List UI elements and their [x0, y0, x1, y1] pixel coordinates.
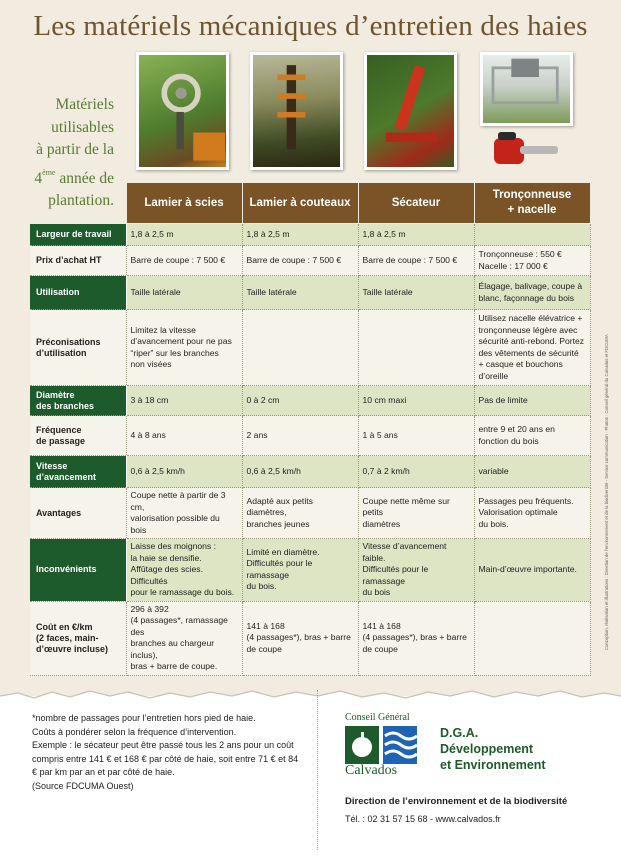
table-cell: 3 à 18 cm	[126, 386, 242, 416]
side-note-line: utilisables	[51, 118, 114, 136]
header-secateur: Sécateur	[358, 183, 474, 224]
table-cell: Pas de limite	[474, 386, 590, 416]
direction-text: Direction de l’environnement et de la biodiversité	[345, 796, 568, 807]
contact-info: Tél. : 02 31 57 15 68 - www.calvados.fr	[345, 814, 501, 824]
table-cell: Barre de coupe : 7 500 €	[242, 246, 358, 276]
table-cell: Coupe nette à partir de 3 cm, valorisation possible du bois	[126, 488, 242, 539]
calvados-logo-icon	[345, 726, 417, 764]
table-cell: Barre de coupe : 7 500 €	[126, 246, 242, 276]
table-cell: Vitesse d’avancement faible. Difficultés pour le ramassage du bois	[358, 539, 474, 602]
side-note-rest: année de	[55, 169, 114, 187]
table-cell: Limité en diamètre. Difficultés pour le ramassage du bois.	[242, 539, 358, 602]
platform-photo	[480, 52, 573, 126]
table-cell: 1,8 à 2,5 m	[242, 224, 358, 246]
row-preconisations	[30, 310, 590, 386]
table-cell: 0,7 à 2 km/h	[358, 456, 474, 488]
table-cell: variable	[474, 456, 590, 488]
row-label: Coût en €/km (2 faces, main- d’œuvre incluse)	[30, 601, 126, 675]
table-cell: entre 9 et 20 ans en fonction du bois	[474, 416, 590, 456]
table-cell: Taille latérale	[358, 276, 474, 310]
table-cell: Utilisez nacelle élévatrice + tronçonneuse légère avec sécurité anti-rebond. Portez des vêtements de sécurité + casque et bouchons d’oreille	[474, 310, 590, 386]
row-diametre	[30, 386, 590, 416]
ordinal-suffix: ème	[42, 167, 56, 177]
side-note-line: Matériels	[55, 96, 114, 113]
shears-photo	[364, 52, 457, 170]
table-cell: Limitez la vitesse d’avancement pour ne pas “riper” sur les branches non visées	[126, 310, 242, 386]
flail-mower-illustration	[139, 55, 226, 167]
table-cell: 296 à 392 (4 passages*, ramassage des branches au chargeur inclus), bras + barre de coupe.	[126, 601, 242, 675]
table-cell	[358, 310, 474, 386]
knife-mower-illustration	[253, 55, 340, 167]
table-cell: Barre de coupe : 7 500 €	[358, 246, 474, 276]
row-avantages	[30, 488, 590, 539]
table-cell: Laisse des moignons : la haie se densifie. Affûtage des scies. Difficultés pour le ramassage du bois.	[126, 539, 242, 602]
torn-paper-edge	[0, 680, 621, 710]
table-cell: 1,8 à 2,5 m	[126, 224, 242, 246]
knife-mower-photo	[250, 52, 343, 170]
platform-illustration	[483, 55, 570, 123]
table-cell: Passages peu fréquents. Valorisation optimale du bois.	[474, 488, 590, 539]
row-label: Diamètre des branches	[30, 386, 126, 416]
table-cell: Élagage, balivage, coupe à blanc, façonnage du bois	[474, 276, 590, 310]
table-cell: 4 à 8 ans	[126, 416, 242, 456]
shears-illustration	[367, 55, 454, 167]
table-cell: 0,6 à 2,5 km/h	[126, 456, 242, 488]
row-prix	[30, 246, 590, 276]
dga-title: D.G.A. Développement et Environnement	[440, 726, 546, 772]
table-cell: 2 ans	[242, 416, 358, 456]
header-lamier-scies: Lamier à scies	[126, 183, 242, 224]
table-cell: 1,8 à 2,5 m	[358, 224, 474, 246]
table-cell: 0,6 à 2,5 km/h	[242, 456, 358, 488]
table-cell: Coupe nette même sur petits diamètres	[358, 488, 474, 539]
row-vitesse	[30, 456, 590, 488]
row-label: Fréquence de passage	[30, 416, 126, 456]
ordinal: 4	[34, 169, 43, 187]
table-cell: 141 à 168 (4 passages*), bras + barre de coupe	[358, 601, 474, 675]
table-cell: 0 à 2 cm	[242, 386, 358, 416]
row-label: Utilisation	[30, 276, 126, 310]
table-cell: Tronçonneuse : 550 € Nacelle : 17 000 €	[474, 246, 590, 276]
row-inconvenients	[30, 539, 590, 602]
row-label: Inconvénients	[30, 539, 126, 602]
row-label: Avantages	[30, 488, 126, 539]
header-lamier-couteaux: Lamier à couteaux	[242, 183, 358, 224]
logo-top-text: Conseil Général	[345, 712, 410, 723]
table-cell: Taille latérale	[242, 276, 358, 310]
table-cell: Adapté aux petits diamètres, branches jeunes	[242, 488, 358, 539]
page-title: Les matériels mécaniques d’entretien des haies	[33, 10, 588, 42]
footer-divider	[317, 690, 318, 850]
equipment-table	[30, 182, 591, 676]
photo-credits: Conception, réalisation et illustrations : Direction de l’environnement et de la biodiversité - Service communication · Photos : Conseil général du Calvados et FDCUMA	[604, 334, 609, 650]
table-cell	[474, 601, 590, 675]
row-label: Vitesse d’avancement	[30, 456, 126, 488]
row-utilisation	[30, 276, 590, 310]
row-largeur	[30, 224, 590, 246]
side-note-line: plantation.	[48, 192, 114, 209]
table-header-row	[30, 183, 590, 224]
row-frequence	[30, 416, 590, 456]
row-label: Largeur de travail	[30, 224, 126, 246]
logo-bottom-text: Calvados	[345, 763, 398, 778]
row-label: Préconisations d’utilisation	[30, 310, 126, 386]
table-cell	[242, 310, 358, 386]
table-cell: 10 cm maxi	[358, 386, 474, 416]
table-cell: Taille latérale	[126, 276, 242, 310]
flail-mower-photo	[136, 52, 229, 170]
table-cell	[474, 224, 590, 246]
table-cell: 141 à 168 (4 passages*), bras + barre de coupe	[242, 601, 358, 675]
row-label: Prix d’achat HT	[30, 246, 126, 276]
header-tronconneuse: Tronçonneuse + nacelle	[474, 183, 590, 224]
table-cell: 1 à 5 ans	[358, 416, 474, 456]
table-cell: Main-d’œuvre importante.	[474, 539, 590, 602]
side-note-line: à partir de la	[36, 141, 114, 158]
row-cout	[30, 601, 590, 675]
chainsaw-icon	[490, 124, 560, 172]
footnote: *nombre de passages pour l’entretien hors pied de haie. Coûts à pondérer selon la fréquence d’intervention. Exemple : le sécateur peut être passé tous les 2 ans pour un coût compris entre 141 € et 168 € par côté de haie, soit entre 71 € et 84 € par km par an et par côté de haie. (Source FDCUMA Ouest)	[32, 713, 299, 791]
header-corner	[30, 183, 126, 224]
